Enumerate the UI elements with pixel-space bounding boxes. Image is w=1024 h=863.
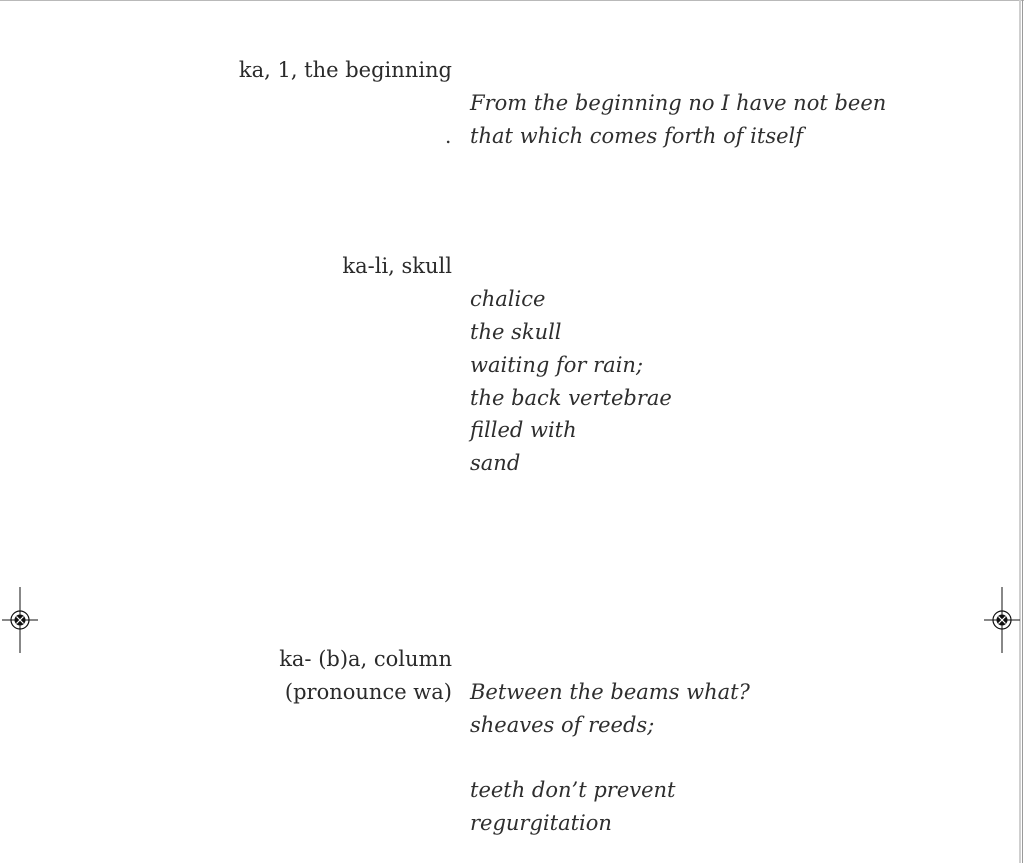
entry-1-line-2: that which comes forth of itself: [470, 124, 804, 148]
entry-2-line-3: waiting for rain;: [470, 353, 644, 377]
entry-3-line-1: Between the beams what?: [470, 680, 750, 704]
entry-3-heading: ka- (b)a, column: [279, 647, 452, 671]
entry-1-line-1: From the beginning no I have not been: [470, 91, 887, 115]
page-top-edge: [0, 0, 1024, 1]
entry-2-line-4: the back vertebrae: [470, 386, 672, 410]
entry-2-line-5: filled with: [470, 418, 577, 442]
entry-3-line-2: sheaves of reeds;: [470, 713, 655, 737]
entry-3-line-4: teeth don’t prevent: [470, 778, 676, 802]
entry-2-line-6: sand: [470, 451, 521, 475]
entry-3-line-5: regurgitation: [470, 811, 612, 835]
page-right-edge: [1019, 0, 1021, 863]
crosshair-icon: [982, 587, 1022, 653]
entry-2-line-2: the skull: [470, 320, 562, 344]
entry-2-line-1: chalice: [470, 287, 546, 311]
entry-1-dot-mark: .: [445, 124, 452, 148]
crosshair-icon: [0, 587, 40, 653]
entry-3-pronunciation: (pronounce wa): [284, 680, 452, 704]
entry-2-heading: ka-li, skull: [342, 254, 452, 278]
entry-1-heading: ka, 1, the beginning: [238, 58, 452, 82]
